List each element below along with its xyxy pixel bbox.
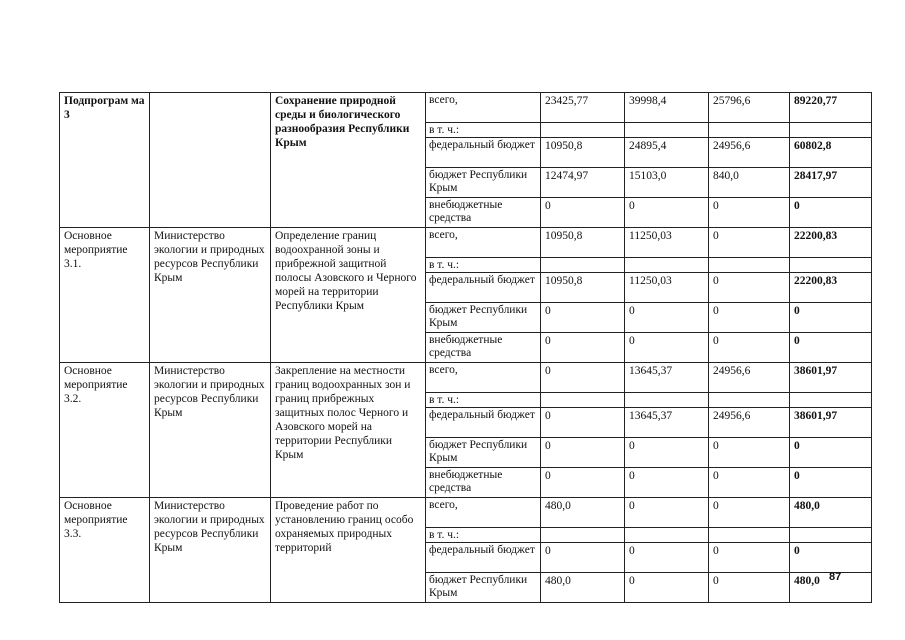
amount-total-cell: 38601,97 (790, 408, 872, 438)
amount-year-1-cell: 10950,8 (541, 138, 625, 168)
amount-year-2-cell: 39998,4 (625, 93, 709, 123)
funding-source-cell: федеральный бюджет (426, 273, 541, 303)
amount-year-2-cell: 0 (625, 303, 709, 333)
amount-year-3-cell: 0 (709, 468, 790, 498)
amount-year-3-cell (709, 123, 790, 138)
amount-year-1-cell (541, 393, 625, 408)
funding-source-cell: в т. ч.: (426, 258, 541, 273)
funding-source-cell: бюджет Республики Крым (426, 168, 541, 198)
executor-cell: Министерство экологии и природных ресурсов Республики Крым (150, 363, 271, 498)
amount-year-2-cell (625, 123, 709, 138)
amount-year-2-cell: 0 (625, 573, 709, 603)
amount-year-2-cell: 15103,0 (625, 168, 709, 198)
amount-year-1-cell: 0 (541, 543, 625, 573)
amount-year-1-cell: 0 (541, 438, 625, 468)
amount-year-2-cell: 11250,03 (625, 228, 709, 258)
amount-total-cell: 0 (790, 303, 872, 333)
amount-year-1-cell: 10950,8 (541, 228, 625, 258)
amount-year-3-cell: 0 (709, 333, 790, 363)
budget-table (59, 92, 872, 603)
amount-total-cell: 28417,97 (790, 168, 872, 198)
amount-year-3-cell: 24956,6 (709, 363, 790, 393)
amount-year-1-cell: 12474,97 (541, 168, 625, 198)
amount-year-1-cell: 0 (541, 303, 625, 333)
table-row (60, 363, 872, 393)
amount-year-2-cell: 13645,37 (625, 408, 709, 438)
amount-year-2-cell (625, 393, 709, 408)
amount-year-1-cell (541, 528, 625, 543)
amount-year-1-cell: 0 (541, 333, 625, 363)
amount-total-cell: 0 (790, 543, 872, 573)
amount-year-2-cell: 13645,37 (625, 363, 709, 393)
amount-year-2-cell: 0 (625, 498, 709, 528)
amount-year-3-cell: 24956,6 (709, 408, 790, 438)
amount-year-2-cell: 0 (625, 468, 709, 498)
amount-total-cell: 38601,97 (790, 363, 872, 393)
amount-year-1-cell: 0 (541, 408, 625, 438)
amount-year-2-cell: 0 (625, 438, 709, 468)
funding-source-cell: федеральный бюджет (426, 543, 541, 573)
funding-source-cell: в т. ч.: (426, 123, 541, 138)
amount-year-3-cell: 24956,6 (709, 138, 790, 168)
program-name-cell: Закрепление на местности границ водоохранных зон и границ прибрежных защитных полос Черного и Азовского морей на территории Республики Крым (271, 363, 426, 498)
amount-total-cell (790, 528, 872, 543)
amount-year-3-cell: 0 (709, 573, 790, 603)
amount-year-3-cell (709, 528, 790, 543)
table-row (60, 228, 872, 258)
amount-year-3-cell: 0 (709, 198, 790, 228)
funding-source-cell: внебюджетные средства (426, 198, 541, 228)
amount-year-2-cell: 0 (625, 543, 709, 573)
amount-total-cell (790, 393, 872, 408)
amount-total-cell: 0 (790, 438, 872, 468)
amount-year-1-cell: 0 (541, 198, 625, 228)
amount-year-3-cell: 0 (709, 273, 790, 303)
amount-total-cell (790, 123, 872, 138)
amount-year-3-cell: 25796,6 (709, 93, 790, 123)
amount-year-1-cell: 480,0 (541, 573, 625, 603)
amount-year-3-cell: 0 (709, 438, 790, 468)
program-name-cell: Сохранение природной среды и биологического разнообразия Республики Крым (271, 93, 426, 228)
amount-year-3-cell: 0 (709, 303, 790, 333)
amount-year-1-cell (541, 123, 625, 138)
amount-year-2-cell (625, 528, 709, 543)
executor-cell: Министерство экологии и природных ресурсов Республики Крым (150, 228, 271, 363)
amount-year-2-cell (625, 258, 709, 273)
executor-cell: Министерство экологии и природных ресурсов Республики Крым (150, 498, 271, 603)
amount-year-2-cell: 24895,4 (625, 138, 709, 168)
budget-table-body (60, 93, 872, 603)
funding-source-cell: в т. ч.: (426, 393, 541, 408)
executor-cell (150, 93, 271, 228)
amount-year-3-cell: 0 (709, 543, 790, 573)
funding-source-cell: внебюджетные средства (426, 468, 541, 498)
program-code-cell: Подпрограм ма 3 (60, 93, 150, 228)
amount-year-3-cell: 0 (709, 498, 790, 528)
program-name-cell: Определение границ водоохранной зоны и прибрежной защитной полосы Азовского и Черного морей на территории Республики Крым (271, 228, 426, 363)
amount-total-cell: 22200,83 (790, 228, 872, 258)
amount-total-cell: 0 (790, 333, 872, 363)
amount-year-2-cell: 0 (625, 333, 709, 363)
funding-source-cell: бюджет Республики Крым (426, 438, 541, 468)
amount-year-2-cell: 11250,03 (625, 273, 709, 303)
amount-year-3-cell (709, 393, 790, 408)
page-number: 87 (829, 571, 842, 583)
funding-source-cell: бюджет Республики Крым (426, 303, 541, 333)
table-row (60, 498, 872, 528)
amount-total-cell: 89220,77 (790, 93, 872, 123)
amount-total-cell: 480,0 (790, 498, 872, 528)
program-name-cell: Проведение работ по установлению границ особо охраняемых природных территорий (271, 498, 426, 603)
funding-source-cell: внебюджетные средства (426, 333, 541, 363)
amount-year-2-cell: 0 (625, 198, 709, 228)
amount-total-cell: 0 (790, 198, 872, 228)
amount-year-1-cell: 480,0 (541, 498, 625, 528)
amount-total-cell: 480,0 (790, 573, 872, 603)
amount-year-1-cell (541, 258, 625, 273)
funding-source-cell: федеральный бюджет (426, 408, 541, 438)
funding-source-cell: бюджет Республики Крым (426, 573, 541, 603)
amount-year-1-cell: 23425,77 (541, 93, 625, 123)
amount-total-cell (790, 258, 872, 273)
funding-source-cell: в т. ч.: (426, 528, 541, 543)
funding-source-cell: федеральный бюджет (426, 138, 541, 168)
funding-source-cell: всего, (426, 498, 541, 528)
program-code-cell: Основное мероприятие 3.1. (60, 228, 150, 363)
funding-source-cell: всего, (426, 93, 541, 123)
amount-total-cell: 0 (790, 468, 872, 498)
amount-year-1-cell: 10950,8 (541, 273, 625, 303)
amount-year-3-cell: 840,0 (709, 168, 790, 198)
table-row (60, 93, 872, 123)
program-code-cell: Основное мероприятие 3.3. (60, 498, 150, 603)
amount-total-cell: 60802,8 (790, 138, 872, 168)
amount-year-1-cell: 0 (541, 363, 625, 393)
funding-source-cell: всего, (426, 363, 541, 393)
amount-year-1-cell: 0 (541, 468, 625, 498)
program-code-cell: Основное мероприятие 3.2. (60, 363, 150, 498)
funding-source-cell: всего, (426, 228, 541, 258)
amount-year-3-cell: 0 (709, 228, 790, 258)
amount-total-cell: 22200,83 (790, 273, 872, 303)
amount-year-3-cell (709, 258, 790, 273)
